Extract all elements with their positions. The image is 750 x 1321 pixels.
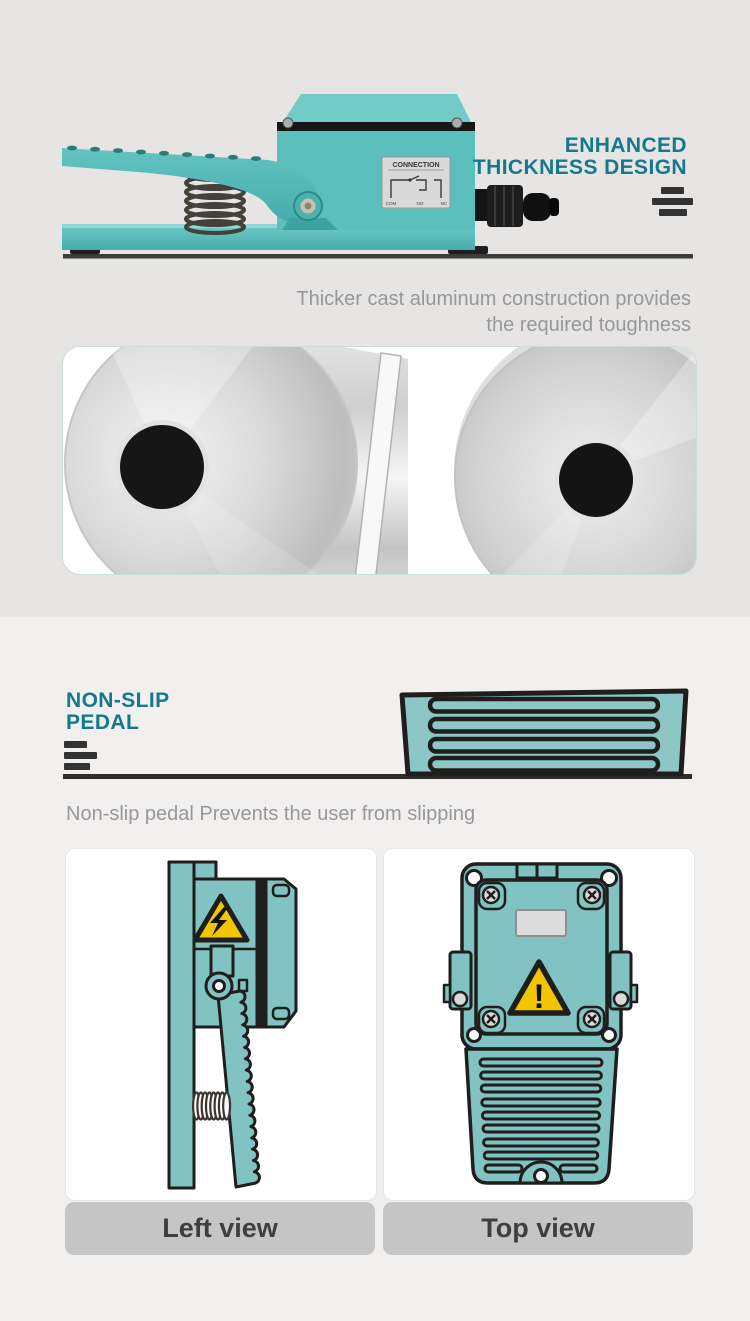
aluminum-roll-right <box>454 347 696 574</box>
nonslip-pedal-drawing <box>394 687 694 779</box>
bar-icon <box>64 741 87 748</box>
connection-label <box>382 157 450 208</box>
triple-bar-icon <box>64 741 97 770</box>
triple-bar-icon <box>652 187 693 216</box>
aluminum-rolls-illustration <box>63 347 696 574</box>
left-view-card <box>65 848 377 1201</box>
spring-side <box>193 1093 230 1120</box>
thickness-description-line1: Thicker cast aluminum construction provides <box>296 288 691 310</box>
terminal-nc: NC <box>440 201 448 206</box>
left-view-caption: Left view <box>65 1202 375 1255</box>
warning-mark: ! <box>533 978 545 1016</box>
bar-icon <box>64 752 97 759</box>
thickness-heading-line1: ENHANCED <box>564 134 687 157</box>
bar-icon <box>661 187 684 194</box>
left-view-drawing <box>66 849 376 1200</box>
top-view-caption: Top view <box>383 1202 693 1255</box>
thickness-description-line2: the required toughness <box>486 314 691 336</box>
aluminum-roll-left <box>65 347 408 574</box>
thickness-description <box>296 286 691 338</box>
ground-line <box>63 254 693 259</box>
nameplate <box>516 910 566 936</box>
top-view-drawing <box>384 849 694 1200</box>
nonslip-heading-line2: PEDAL <box>66 710 140 734</box>
connection-label-title: CONNECTION <box>392 162 440 169</box>
nonslip-heading <box>66 690 170 733</box>
bar-icon <box>652 198 693 205</box>
aluminum-material-photo <box>62 346 697 575</box>
bar-icon <box>659 209 687 216</box>
terminal-no: NO <box>416 201 424 206</box>
pivot-joint <box>206 973 232 999</box>
terminal-com: COM <box>385 201 397 206</box>
thickness-heading-line2: THICKNESS DESIGN <box>472 155 687 179</box>
bar-icon <box>64 763 90 770</box>
top-view-card <box>383 848 695 1201</box>
thickness-heading <box>473 135 687 178</box>
nonslip-description: Non-slip pedal Prevents the user from slipping <box>66 803 476 825</box>
cable-gland <box>475 185 559 227</box>
nonslip-heading-line1: NON-SLIP <box>66 689 170 712</box>
